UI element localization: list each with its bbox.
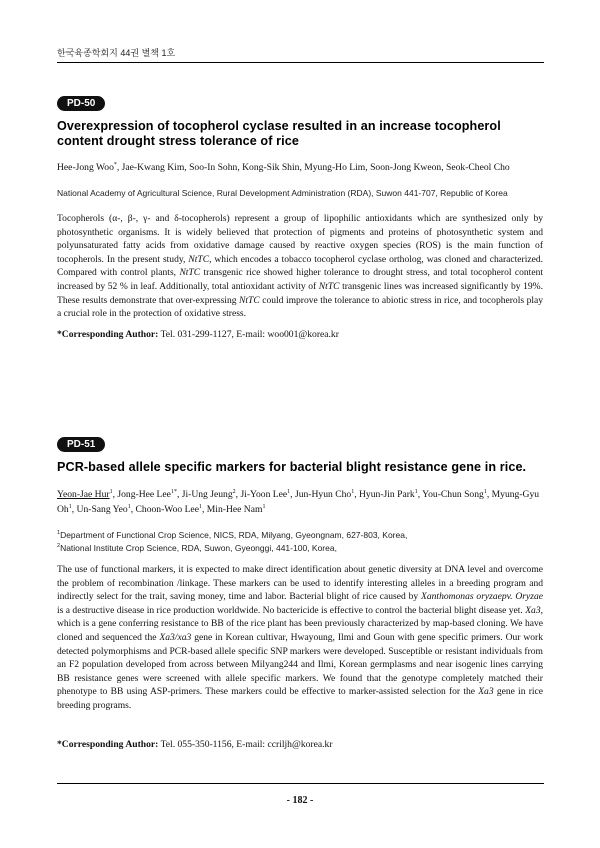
author-sup: 2 [232, 489, 236, 495]
footer-rule [57, 783, 544, 784]
author-name-presenter: Yeon-Jae Hur [57, 489, 110, 500]
author-sup: * [113, 162, 117, 168]
abstract-body-pd51 [57, 563, 543, 713]
corresponding-label: *Corresponding Author: [57, 329, 159, 340]
author-sup: 1* [170, 489, 177, 495]
species-name: Xanthomonas oryzaepv. Oryzae [421, 591, 543, 603]
author-sup: 1 [287, 489, 291, 495]
author-name: Jun-Hyun Cho [294, 489, 352, 500]
abstract-text: , which encodes a tobacco tocopherol cyclase ortholog, was cloned and characterized. Compared with control plants, [57, 253, 543, 279]
author-sup: 1 [262, 504, 266, 510]
author-name: Hyun-Jin Park [359, 489, 415, 500]
page-number: - 182 - [286, 795, 314, 806]
author-list-pd51: Yeon-Jae Hur$^1$, Jong-Hee Lee$^{1*}$, Ji-Ung Jeung$^2$, Ji-Yoon Lee$^1$, Jun-Hyun Cho$^1$, Hyun-Jin Park$^1$, You-Chun Song$^1$, Myung-Gyu Oh$^1$, Un-Sang Yeo$^1$, Choon-Woo Lee$^1$, Min-Hee Nam$^1$ [57, 489, 540, 515]
author-sup: 1 [351, 489, 355, 495]
corresponding-author-pd50 [57, 328, 543, 342]
affiliation-text: Department of Functional Crop Science, NICS, RDA, Milyang, Gyeongnam, 627-803, Korea, [60, 530, 408, 540]
abstract-text: gene in rice breeding programs. [57, 686, 544, 711]
author-name: Ji-Yoon Lee [240, 489, 288, 500]
author-sup: 1 [198, 504, 202, 510]
abstract-title-pd50: Overexpression of tocopherol cyclase resulted in an increase tocopherol content drought stress tolerance of rice [57, 119, 501, 148]
author-name: You-Chun Song [422, 489, 484, 500]
affiliation-pd51-1 [57, 528, 547, 542]
abstract-text: Tocopherols (α-, β-, γ- and δ-tocopherols) represent a group of lipophilic antioxidants which are synthesized only by photosynthetic organisms. It is widely believed that protection of pigments and proteins of photosynthetic system and polyunsaturated fatty acids from oxidative damage caused by reactive oxygen species (ROS) is the main function of tocopherols. In the present study, [57, 213, 543, 265]
author-name: Choon-Woo Lee [135, 504, 199, 515]
affiliation-pd51-2 [57, 541, 547, 555]
author-name: Ji-Ung Jeung [181, 489, 233, 500]
author-sup: 1 [68, 504, 72, 510]
abstract-text: , which is a gene conferring resistance to BB of the rice plant has been previously characterized by map-based cloning. We have cloned and sequenced the [57, 604, 543, 643]
running-head: 한국육종학회지 44권 별책 1호 [57, 48, 176, 58]
corresponding-author-pd51 [57, 738, 543, 752]
affiliation-sup: 2 [57, 543, 61, 549]
author-sup: 1 [414, 489, 418, 495]
abstract-text: could improve the tolerance to abiotic stress in rice, and tocopherols play a crucial role in the protection of oxidative stress. [57, 294, 544, 320]
gene-name: Xa3 [478, 686, 494, 698]
abstract-text: gene in Korean cultivar, Hwayoung, Ilmi and Goun with gene specific primers. Our work detected polymorphisms and PCR-based allele specific SNP markers were developed. Susceptible or resistant individuals from an F2 population developed from across between Milyang244 and Ilmi, Korean germplasms and near isogenic lines carrying BB resistance genes were screened with allele specific markers. We found that the genotype completely matched their phenotype to BB using ASP-primers. These markers could be effective to marker-assisted selection for the [57, 631, 543, 698]
author-name: Hee-Jong Woo [57, 162, 114, 173]
author-list-pd50: Hee-Jong Woo*, Jae-Kwang Kim, Soo-In Sohn, Kong-Sik Shin, Myung-Ho Lim, Soon-Jong Kweon, Seok-Cheol Cho [57, 162, 510, 173]
gene-name: NtTC [188, 253, 210, 265]
gene-name: Xa3/xa3 [159, 631, 192, 643]
author-name: Un-Sang Yeo [76, 504, 128, 515]
abstract-body-pd50 [57, 212, 543, 321]
corresponding-label: *Corresponding Author: [57, 739, 159, 750]
affiliation-pd50: National Academy of Agricultural Science, Rural Development Administration (RDA), Suwon 441-707, Republic of Korea [57, 188, 508, 198]
abstract-badge-pd51: PD-51 [57, 437, 105, 452]
affiliation-sup: 1 [57, 530, 61, 536]
author-sup: 1 [127, 504, 131, 510]
gene-name: Xa3 [525, 604, 541, 616]
abstract-title-pd51: PCR-based allele specific markers for bacterial blight resistance gene in rice. [57, 460, 527, 474]
author-name: Soo-In Sohn [189, 162, 238, 173]
abstract-text: The use of functional markers, it is expected to make direct identification about genetic diversity at DNA level and overcome the problem of recombination /linkage. These markers can be used to identify interesting alleles in a breeding program and indirectly select for the trait, saving money, time and labor. Bacterial blight of rice caused by [57, 564, 543, 603]
gene-name: NtTC [239, 294, 260, 306]
author-name: Myung-Gyu Oh [57, 489, 540, 515]
author-name: Jae-Kwang Kim [121, 162, 185, 173]
gene-name: NtTC [179, 267, 201, 279]
abstract-badge-pd50: PD-50 [57, 96, 105, 111]
author-sup: 1 [109, 489, 113, 495]
author-name: Min-Hee Nam [206, 504, 263, 515]
author-sup: 1 [483, 489, 487, 495]
author-name: Seok-Cheol Cho [446, 162, 510, 173]
affiliation-text: National Institute Crop Science, RDA, Suwon, Gyeonggi, 441-100, Korea, [60, 543, 337, 553]
abstract-text: transgenic lines was increased significantly by 19%. These results demonstrate that over-expressing [57, 280, 543, 306]
gene-name: NtTC [318, 280, 340, 292]
corresponding-contact: Tel. 055-350-1156, E-mail: ccriljh@korea.kr [158, 739, 333, 750]
abstract-text: transgenic rice showed higher tolerance to drought stress, and total tocopherol content increased by 52 % in leaf. Additionally, total antioxidant activity of [57, 267, 543, 292]
header-rule [57, 62, 544, 63]
abstract-text: is a destructive disease in rice production worldwide. No bactericide is effective to control the bacterial blight disease yet. [57, 604, 526, 616]
author-name: Myung-Ho Lim [304, 162, 366, 173]
author-name: Soon-Jong Kweon [370, 162, 442, 173]
corresponding-contact: Tel. 031-299-1127, E-mail: woo001@korea.kr [158, 329, 339, 340]
author-name: Kong-Sik Shin [242, 162, 300, 173]
author-name: Jong-Hee Lee [117, 489, 171, 500]
